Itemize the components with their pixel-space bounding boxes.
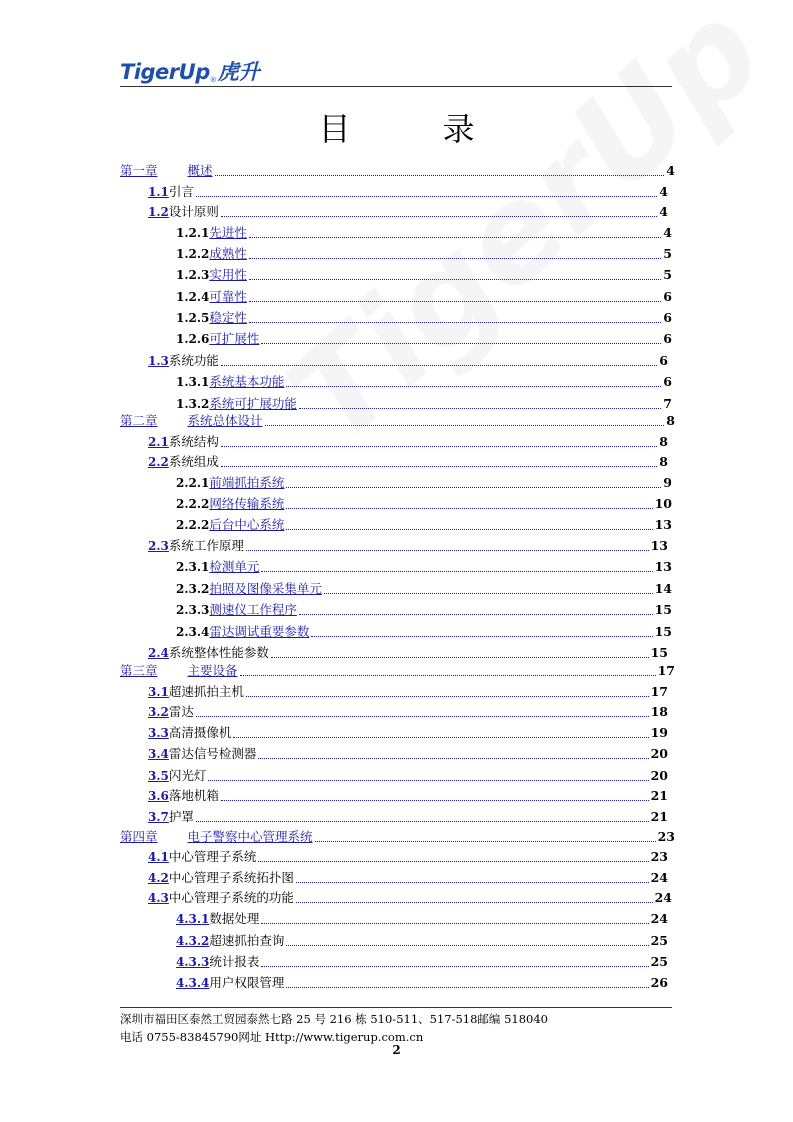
toc-leader-dots bbox=[196, 715, 649, 717]
toc-page-number: 5 bbox=[663, 267, 672, 282]
toc-entry-title[interactable]: 超速抓拍主机 bbox=[168, 684, 244, 699]
toc-entry-number[interactable]: 3.3 bbox=[148, 726, 169, 740]
toc-leader-dots bbox=[286, 486, 661, 488]
toc-entry-row[interactable] bbox=[176, 393, 672, 411]
toc-leader-dots bbox=[271, 656, 649, 658]
toc-page-number: 4 bbox=[659, 184, 668, 199]
toc-page-number: 26 bbox=[650, 975, 668, 990]
toc-leader-dots bbox=[265, 424, 665, 426]
toc-entry-title[interactable]: 系统结构 bbox=[168, 434, 219, 449]
toc-leader-dots bbox=[196, 820, 649, 822]
toc-entry-title[interactable]: 网络传输系统 bbox=[209, 496, 285, 511]
toc-entry-row[interactable] bbox=[176, 951, 668, 969]
toc-entry-number[interactable]: 4.3.2 bbox=[176, 934, 210, 948]
toc-entry-title[interactable]: 实用性 bbox=[209, 267, 247, 282]
footer-address: 深圳市福田区泰然工贸园泰然七路 25 号 216 栋 510-511、517-518邮编 518040 bbox=[120, 1012, 548, 1026]
toc-entry-title[interactable]: 可靠性 bbox=[209, 289, 247, 304]
toc-entry-title[interactable]: 测速仪工作程序 bbox=[209, 602, 297, 617]
toc-leader-dots bbox=[258, 757, 648, 759]
toc-entry-number[interactable]: 3.7 bbox=[148, 810, 169, 824]
toc-entry-title[interactable]: 系统整体性能参数 bbox=[168, 645, 269, 660]
toc-entry-row[interactable] bbox=[176, 972, 668, 990]
toc-chapter-row[interactable] bbox=[120, 826, 675, 844]
toc-leader-dots bbox=[221, 215, 657, 217]
toc-entry-title[interactable]: 主要设备 bbox=[187, 663, 238, 678]
page-number: 2 bbox=[392, 1043, 401, 1057]
toc-page-number: 8 bbox=[659, 434, 668, 449]
toc-entry-title[interactable]: 超速抓拍查询 bbox=[209, 933, 285, 948]
toc-entry-title[interactable]: 系统可扩展功能 bbox=[209, 396, 297, 411]
toc-entry-number[interactable]: 1.3.1 bbox=[176, 375, 210, 389]
toc-page-number: 13 bbox=[654, 517, 672, 532]
toc-leader-dots bbox=[258, 860, 648, 862]
toc-entry-title[interactable]: 用户权限管理 bbox=[209, 975, 285, 990]
toc-entry-title[interactable]: 雷达调试重要参数 bbox=[209, 624, 310, 639]
toc-page-number: 4 bbox=[666, 163, 675, 178]
toc-entry-title[interactable]: 中心管理子系统 bbox=[168, 849, 257, 864]
toc-entry-title[interactable]: 数据处理 bbox=[209, 911, 260, 926]
toc-page-number: 25 bbox=[650, 954, 668, 969]
footer-divider bbox=[120, 1007, 672, 1008]
toc-entry-row[interactable] bbox=[176, 908, 668, 926]
toc-entry-row[interactable] bbox=[148, 642, 668, 660]
toc-entry-row[interactable] bbox=[176, 472, 672, 490]
toc-entry-number[interactable]: 1.2.5 bbox=[176, 311, 210, 325]
toc-entry-number[interactable]: 2.3 bbox=[148, 539, 169, 553]
toc-entry-row[interactable] bbox=[148, 701, 668, 719]
toc-entry-number[interactable]: 4.3 bbox=[148, 891, 169, 905]
toc-entry-row[interactable] bbox=[148, 181, 668, 199]
toc-entry-title[interactable]: 先进性 bbox=[209, 225, 247, 240]
toc-leader-dots bbox=[286, 385, 661, 387]
toc-page-number: 9 bbox=[663, 475, 672, 490]
toc-page-number: 18 bbox=[650, 704, 668, 719]
toc-entry-row[interactable] bbox=[148, 887, 672, 905]
toc-entry-number[interactable]: 第三章 bbox=[120, 663, 158, 678]
toc-entry-number[interactable]: 1.2 bbox=[148, 205, 169, 219]
toc-entry-row[interactable] bbox=[148, 785, 668, 803]
toc-chapter-row[interactable] bbox=[120, 660, 675, 678]
toc-entry-row[interactable] bbox=[176, 556, 672, 574]
toc-entry-title[interactable]: 成熟性 bbox=[209, 246, 247, 261]
toc-page-number: 23 bbox=[650, 849, 668, 864]
toc-entry-row[interactable] bbox=[148, 722, 668, 740]
toc-entry-row[interactable] bbox=[148, 765, 668, 783]
toc-leader-dots bbox=[240, 674, 656, 676]
toc-page-number: 15 bbox=[654, 624, 672, 639]
toc-page-number: 23 bbox=[657, 829, 675, 844]
toc-entry-row[interactable] bbox=[176, 371, 672, 389]
toc-entry-title[interactable]: 前端抓拍系统 bbox=[209, 475, 285, 490]
toc-entry-row[interactable] bbox=[176, 578, 672, 596]
toc-entry-title[interactable]: 雷达 bbox=[168, 704, 194, 719]
toc-page-number: 24 bbox=[650, 911, 668, 926]
toc-entry-row[interactable] bbox=[176, 243, 672, 261]
toc-leader-dots bbox=[249, 300, 661, 302]
toc-entry-row[interactable] bbox=[176, 264, 672, 282]
toc-entry-number[interactable]: 4.3.1 bbox=[176, 912, 210, 926]
toc-leader-dots bbox=[249, 278, 661, 280]
toc-chapter-row[interactable] bbox=[120, 410, 675, 428]
toc-entry-number[interactable]: 1.3 bbox=[148, 354, 169, 368]
toc-page-number: 21 bbox=[650, 788, 668, 803]
toc-page-number: 17 bbox=[657, 663, 675, 678]
toc-entry-number[interactable]: 4.2 bbox=[148, 871, 169, 885]
toc-entry-title[interactable]: 高清摄像机 bbox=[168, 725, 232, 740]
toc-page-number: 5 bbox=[663, 246, 672, 261]
toc-entry-row[interactable] bbox=[176, 222, 672, 240]
toc-page-number: 6 bbox=[663, 374, 672, 389]
toc-entry-number[interactable]: 3.5 bbox=[148, 769, 169, 783]
toc-page-number: 6 bbox=[663, 331, 672, 346]
toc-entry-number[interactable]: 3.6 bbox=[148, 789, 169, 803]
toc-page-number: 13 bbox=[650, 538, 668, 553]
toc-page-number: 8 bbox=[659, 454, 668, 469]
toc-page-number: 6 bbox=[659, 353, 668, 368]
logo-registered-mark: ® bbox=[209, 76, 217, 84]
toc-page-number: 6 bbox=[663, 289, 672, 304]
logo-text-en: TigerUp bbox=[120, 60, 210, 84]
toc-entry-title[interactable]: 检测单元 bbox=[209, 559, 260, 574]
toc-page-number: 10 bbox=[654, 496, 672, 511]
company-logo bbox=[120, 58, 260, 84]
toc-entry-title[interactable]: 引言 bbox=[168, 184, 194, 199]
toc-entry-number[interactable]: 1.2.2 bbox=[176, 247, 210, 261]
toc-leader-dots bbox=[208, 779, 648, 781]
toc-entry-number[interactable]: 3.2 bbox=[148, 705, 169, 719]
toc-leader-dots bbox=[311, 635, 652, 637]
toc-page-number: 7 bbox=[663, 396, 672, 411]
toc-page-number: 4 bbox=[663, 225, 672, 240]
toc-entry-title[interactable]: 系统基本功能 bbox=[209, 374, 285, 389]
toc-entry-title[interactable]: 护罩 bbox=[168, 809, 194, 824]
toc-entry-row[interactable] bbox=[148, 535, 668, 553]
toc-entry-title[interactable]: 稳定性 bbox=[209, 310, 247, 325]
toc-entry-number[interactable]: 第一章 bbox=[120, 163, 158, 178]
toc-entry-title[interactable]: 系统功能 bbox=[168, 353, 219, 368]
toc-page-number: 17 bbox=[650, 684, 668, 699]
toc-leader-dots bbox=[221, 364, 657, 366]
toc-leader-dots bbox=[286, 507, 652, 509]
toc-entry-title[interactable]: 概述 bbox=[187, 163, 213, 178]
toc-entry-row[interactable] bbox=[148, 806, 668, 824]
toc-leader-dots bbox=[249, 257, 661, 259]
toc-entry-number[interactable]: 4.3.4 bbox=[176, 976, 210, 990]
toc-leader-dots bbox=[299, 613, 653, 615]
toc-entry-row[interactable] bbox=[176, 328, 672, 346]
toc-entry-title[interactable]: 系统组成 bbox=[168, 454, 219, 469]
logo-text-cn: 虎升 bbox=[217, 60, 260, 84]
toc-entry-number[interactable]: 1.3.2 bbox=[176, 397, 210, 411]
toc-leader-dots bbox=[261, 922, 648, 924]
toc-leader-dots bbox=[246, 695, 649, 697]
toc-entry-number[interactable]: 2.2.2 bbox=[176, 497, 210, 511]
toc-leader-dots bbox=[286, 986, 648, 988]
toc-entry-number[interactable]: 2.2 bbox=[148, 455, 169, 469]
toc-page-number: 15 bbox=[650, 645, 668, 660]
toc-page-number: 20 bbox=[650, 746, 668, 761]
toc-entry-row[interactable] bbox=[176, 514, 672, 532]
toc-leader-dots bbox=[299, 407, 661, 409]
toc-entry-row[interactable] bbox=[176, 307, 672, 325]
toc-entry-number[interactable]: 1.2.6 bbox=[176, 332, 210, 346]
toc-leader-dots bbox=[286, 528, 652, 530]
toc-page-number: 20 bbox=[650, 768, 668, 783]
toc-entry-number[interactable]: 4.3.3 bbox=[176, 955, 210, 969]
toc-entry-number[interactable]: 第四章 bbox=[120, 829, 158, 844]
toc-entry-title[interactable]: 拍照及图像采集单元 bbox=[209, 581, 322, 596]
toc-entry-number[interactable]: 1.2.4 bbox=[176, 290, 210, 304]
toc-entry-row[interactable] bbox=[176, 286, 672, 304]
toc-entry-row[interactable] bbox=[176, 621, 672, 639]
footer-contact: 电话 0755-83845790网址 Http://www.tigerup.com.cn bbox=[120, 1030, 424, 1044]
toc-leader-dots bbox=[261, 570, 652, 572]
toc-entry-title[interactable]: 中心管理子系统拓扑图 bbox=[168, 870, 294, 885]
toc-leader-dots bbox=[221, 445, 657, 447]
toc-entry-row[interactable] bbox=[148, 867, 668, 885]
toc-page-number: 14 bbox=[654, 581, 672, 596]
toc-page-number: 13 bbox=[654, 559, 672, 574]
toc-leader-dots bbox=[261, 965, 648, 967]
toc-page-number: 19 bbox=[650, 725, 668, 740]
toc-entry-title[interactable]: 后台中心系统 bbox=[209, 517, 285, 532]
toc-page-number: 15 bbox=[654, 602, 672, 617]
toc-leader-dots bbox=[221, 465, 657, 467]
title-char-2: 录 bbox=[442, 110, 475, 148]
toc-entry-number[interactable]: 2.3.4 bbox=[176, 625, 210, 639]
toc-entry-number[interactable]: 4.1 bbox=[148, 850, 169, 864]
toc-entry-title[interactable]: 可扩展性 bbox=[209, 331, 260, 346]
toc-page-number: 21 bbox=[650, 809, 668, 824]
toc-page-number: 25 bbox=[650, 933, 668, 948]
toc-leader-dots bbox=[215, 174, 665, 176]
toc-entry-row[interactable] bbox=[148, 350, 668, 368]
toc-page-number: 24 bbox=[650, 870, 668, 885]
header-divider bbox=[120, 86, 672, 87]
toc-entry-number[interactable]: 2.3.1 bbox=[176, 560, 210, 574]
toc-entry-number[interactable]: 1.2.3 bbox=[176, 268, 210, 282]
toc-entry-row[interactable] bbox=[148, 743, 668, 761]
toc-entry-title[interactable]: 电子警察中心管理系统 bbox=[187, 829, 313, 844]
toc-entry-number[interactable]: 2.2.2 bbox=[176, 518, 210, 532]
title-char-1: 目 bbox=[318, 110, 351, 148]
toc-entry-number[interactable]: 2.1 bbox=[148, 435, 169, 449]
toc-entry-number[interactable]: 3.1 bbox=[148, 685, 169, 699]
toc-page-number: 4 bbox=[659, 204, 668, 219]
toc-entry-title[interactable]: 系统工作原理 bbox=[168, 538, 244, 553]
toc-entry-row[interactable] bbox=[176, 493, 672, 511]
toc-entry-title[interactable]: 雷达信号检测器 bbox=[168, 746, 257, 761]
toc-leader-dots bbox=[296, 881, 649, 883]
toc-leader-dots bbox=[261, 342, 661, 344]
toc-leader-dots bbox=[249, 236, 661, 238]
toc-page-number: 8 bbox=[666, 413, 675, 428]
toc-leader-dots bbox=[221, 799, 649, 801]
toc-leader-dots bbox=[296, 901, 653, 903]
toc-entry-title[interactable]: 中心管理子系统的功能 bbox=[168, 890, 294, 905]
toc-entry-number[interactable]: 2.2.1 bbox=[176, 476, 210, 490]
toc-entry-row[interactable] bbox=[148, 431, 668, 449]
toc-entry-number[interactable]: 1.1 bbox=[148, 185, 169, 199]
toc-leader-dots bbox=[249, 321, 661, 323]
toc-entry-row[interactable] bbox=[148, 451, 668, 469]
toc-leader-dots bbox=[324, 592, 653, 594]
toc-entry-number[interactable]: 第二章 bbox=[120, 413, 158, 428]
toc-leader-dots bbox=[233, 736, 648, 738]
page-title bbox=[0, 104, 793, 150]
toc-entry-row[interactable] bbox=[176, 599, 672, 617]
toc-entry-number[interactable]: 1.2.1 bbox=[176, 226, 210, 240]
toc-leader-dots bbox=[246, 549, 649, 551]
toc-entry-number[interactable]: 2.3.2 bbox=[176, 582, 210, 596]
toc-entry-title[interactable]: 统计报表 bbox=[209, 954, 260, 969]
toc-entry-title[interactable]: 闪光灯 bbox=[168, 768, 207, 783]
toc-entry-title[interactable]: 设计原则 bbox=[168, 204, 219, 219]
toc-entry-row[interactable] bbox=[148, 846, 668, 864]
toc-entry-title[interactable]: 落地机箱 bbox=[168, 788, 219, 803]
toc-entry-number[interactable]: 2.3.3 bbox=[176, 603, 210, 617]
toc-entry-row[interactable] bbox=[176, 930, 668, 948]
toc-leader-dots bbox=[286, 944, 648, 946]
toc-entry-title[interactable]: 系统总体设计 bbox=[187, 413, 263, 428]
toc-leader-dots bbox=[315, 840, 656, 842]
toc-page-number: 6 bbox=[663, 310, 672, 325]
toc-entry-row[interactable] bbox=[148, 201, 668, 219]
toc-leader-dots bbox=[196, 195, 657, 197]
toc-chapter-row[interactable] bbox=[120, 160, 675, 178]
toc-entry-number[interactable]: 2.4 bbox=[148, 646, 169, 660]
toc-entry-number[interactable]: 3.4 bbox=[148, 747, 169, 761]
toc-page-number: 24 bbox=[654, 890, 672, 905]
toc-entry-row[interactable] bbox=[148, 681, 668, 699]
